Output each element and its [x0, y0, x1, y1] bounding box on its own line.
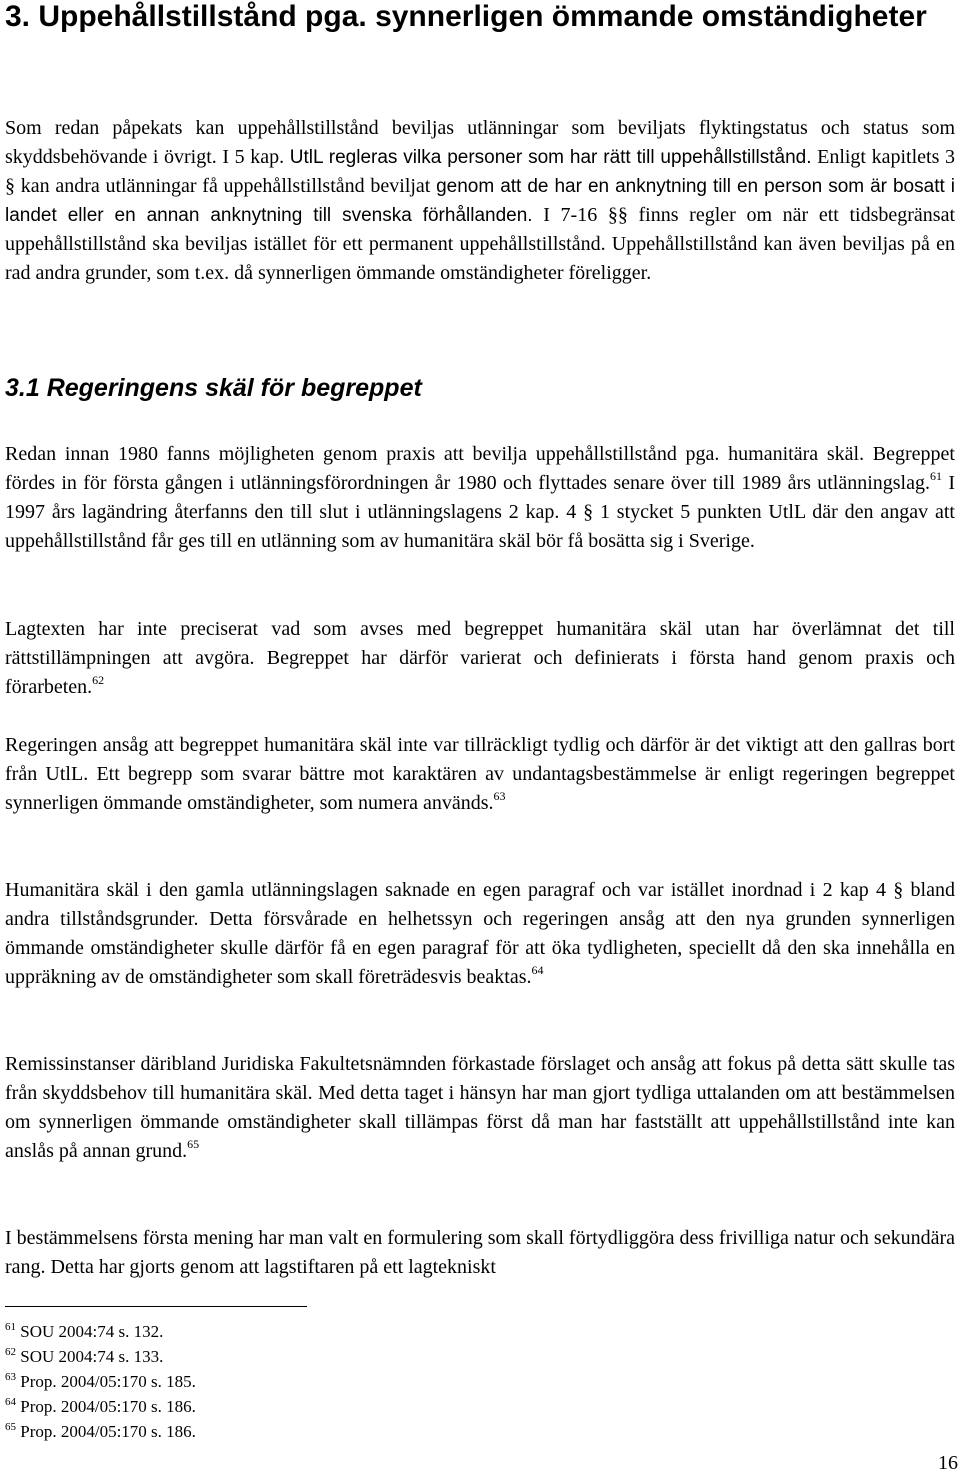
- footnote-62: [5, 1347, 163, 1367]
- footnote-number: 65: [5, 1421, 16, 1433]
- paragraph-4-text: Humanitära skäl i den gamla utlänningslagen saknade en egen paragraf och var istället inordnad i 2 kap 4 § bland andra tillståndsgrunder. Detta försvårade en helhetssyn och regeringen ansåg att den nya grunden synnerligen ömmande omständigheter skulle därför få en egen paragraf för att öka tydligheten, speciellt då den ska innehålla en uppräkning av de omständigheter som skall företrädesvis beaktas.: [5, 879, 955, 988]
- footnote-ref-65[interactable]: 65: [187, 1137, 200, 1151]
- paragraph-2: [5, 615, 955, 702]
- footnote-number: 61: [5, 1321, 16, 1333]
- intro-text-a: Som redan påpekats kan uppehållstillstånd beviljas utlänningar som beviljats flyktingstatus och status som skyddsbehövande i övrigt. I 5 kap.: [5, 117, 955, 168]
- paragraph-4: [5, 876, 955, 992]
- footnote-text: SOU 2004:74 s. 133.: [20, 1347, 164, 1366]
- footnote-text: SOU 2004:74 s. 132.: [20, 1322, 164, 1341]
- footnote-text: Prop. 2004/05:170 s. 186.: [20, 1397, 196, 1416]
- page-number: 16: [938, 1452, 958, 1474]
- footnote-ref-61[interactable]: 61: [930, 469, 942, 483]
- footnote-65: [5, 1422, 196, 1442]
- footnote-number: 64: [5, 1396, 16, 1408]
- paragraph-2-text: Lagtexten har inte preciserat vad som avses med begreppet humanitära skäl utan har överlämnat det till rättstillämpningen att avgöra. Begreppet har därför varierat och definierats i första hand genom praxis och förarbeten.: [5, 618, 955, 698]
- footnote-63: [5, 1372, 196, 1392]
- paragraph-3-text: Regeringen ansåg att begreppet humanitära skäl inte var tillräckligt tydlig och därför är det viktigt att den gallras bort från UtlL. Ett begrepp som svarar bättre mot karaktären av undantagsbestämmelse är enligt regeringen begreppet synnerligen ömmande omständigheter, som numera används.: [5, 734, 955, 814]
- intro-text-d: genom att de har en anknytning till en person som är bosatt i landet eller en annan anknytning till svenska förhållanden.: [5, 176, 955, 226]
- paragraph-6: [5, 1224, 955, 1282]
- footnote-ref-63[interactable]: 63: [493, 789, 506, 803]
- footnote-number: 62: [5, 1346, 16, 1358]
- intro-text-c: Enligt kapitlets 3 § kan andra utlänningar få uppehållstillstånd beviljat: [5, 146, 955, 197]
- footnote-61: [5, 1322, 163, 1342]
- paragraph-5: [5, 1050, 955, 1166]
- footnote-64: [5, 1397, 196, 1417]
- paragraph-1-rest: I 1997 års lagändring återfanns den till slut i utlänningslagens 2 kap. 4 § 1 stycket 5 punkten UtlL där den angav att uppehållstillstånd får ges till en utlänning som av humanitära skäl bör få bosätta sig i Sverige.: [5, 472, 955, 552]
- intro-paragraph: [5, 114, 955, 288]
- footnote-text: Prop. 2004/05:170 s. 185.: [20, 1372, 196, 1391]
- paragraph-1: [5, 440, 955, 556]
- footnote-number: 63: [5, 1371, 16, 1383]
- paragraph-6-text: I bestämmelsens första mening har man valt en formulering som skall förtydliggöra dess frivilliga natur och sekundära rang. Detta har gjorts genom att lagstiftaren på ett lagtekniskt: [5, 1227, 955, 1278]
- footnote-ref-64[interactable]: 64: [531, 963, 544, 977]
- footnote-divider: [5, 1306, 307, 1307]
- footnote-text: Prop. 2004/05:170 s. 186.: [20, 1422, 196, 1441]
- chapter-title: 3. Uppehållstillstånd pga. synnerligen ömmande omständigheter: [5, 0, 927, 33]
- paragraph-1-text: Redan innan 1980 fanns möjligheten genom praxis att bevilja uppehållstillstånd pga. humanitära skäl. Begreppet fördes in för första gången i utlänningsförordningen år 1980 och flyttades senare över till 1989 års utlänningslag.: [5, 443, 955, 494]
- paragraph-5-text: Remissinstanser däribland Juridiska Fakultetsnämnden förkastade förslaget och ansåg att fokus på detta sätt skulle tas från skyddsbehov till humanitära skäl. Med detta taget i hänsyn har man gjort tydliga uttalanden om att bestämmelsen om synnerligen ömmande omständigheter skall tillämpas först då man har fastställt att uppehållstillstånd inte kan anslås på annan grund.: [5, 1053, 955, 1162]
- intro-text-e: I 7-16 §§ finns regler om när ett tidsbegränsat uppehållstillstånd ska beviljas istället för ett permanent uppehållstillstånd. Uppehållstillstånd kan även beviljas på en rad andra grunder, som t.ex. då synnerligen ömmande omständigheter föreligger.: [5, 204, 956, 284]
- footnote-ref-62[interactable]: 62: [92, 673, 105, 687]
- intro-text-b: UtlL regleras vilka personer som har rätt till uppehållstillstånd.: [289, 147, 812, 168]
- section-title: 3.1 Regeringens skäl för begreppet: [5, 374, 422, 402]
- paragraph-3: [5, 731, 955, 818]
